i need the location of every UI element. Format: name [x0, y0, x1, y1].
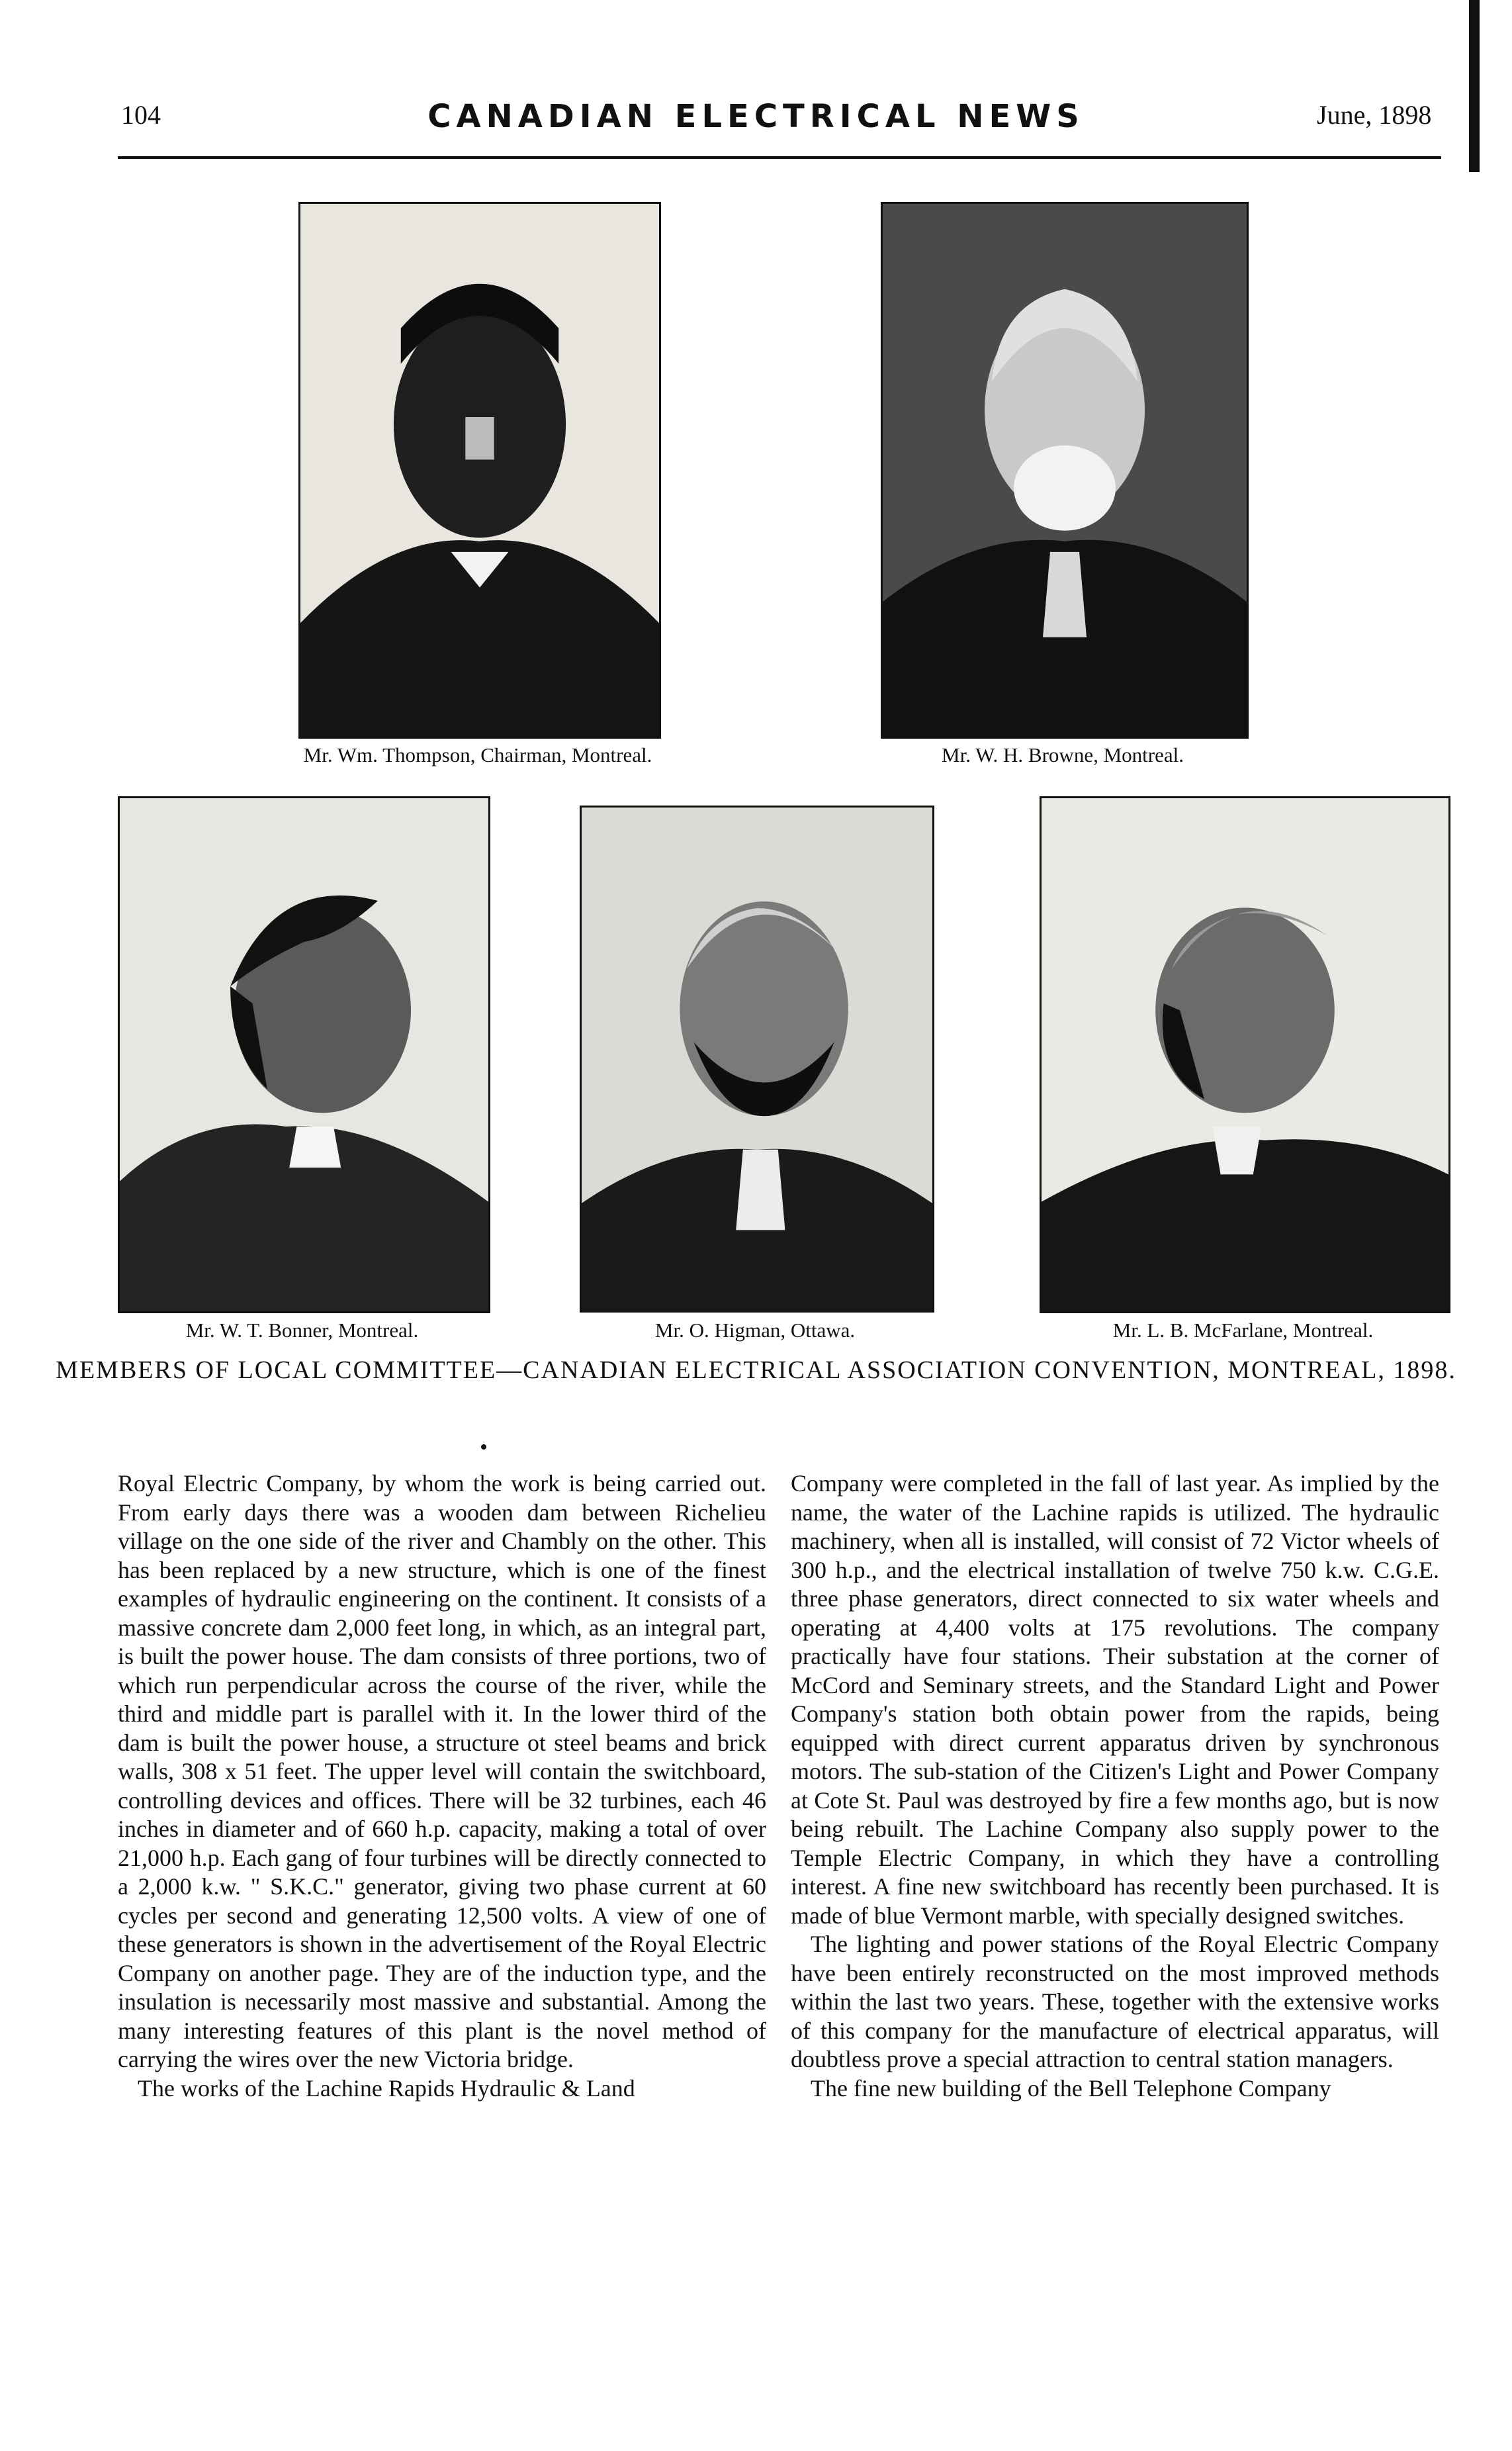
- caption-thompson: Mr. Wm. Thompson, Chairman, Montreal.: [303, 743, 652, 766]
- issue-date: June, 1898: [1317, 100, 1432, 130]
- publication-title: CANADIAN ELECTRICAL NEWS: [427, 98, 1085, 135]
- portrait-photo-browne: [881, 202, 1249, 739]
- caption-browne: Mr. W. H. Browne, Montreal.: [942, 743, 1184, 766]
- caption-higman: Mr. O. Higman, Ottawa.: [654, 1318, 856, 1342]
- caption-mcfarlane: Mr. L. B. McFarlane, Montreal.: [1112, 1318, 1374, 1342]
- article-paragraph: The lighting and power stations of the Royal Electric Company have been entirely reconstructed on the most improved methods within the last two years. These, together with the extensive works of this company for the manufacture of electrical apparatus, will doubtless prove a special attraction to central station managers.: [791, 1931, 1439, 2072]
- article-left-column: [118, 1469, 766, 2449]
- page-number: 104: [121, 100, 161, 130]
- caption-bonner: Mr. W. T. Bonner, Montreal.: [185, 1318, 419, 1342]
- portrait-photo-thompson: [298, 202, 661, 739]
- header-rule: [118, 156, 1441, 159]
- article-paragraph: The works of the Lachine Rapids Hydraulic & Land: [138, 2074, 635, 2102]
- article-right-column: [791, 1469, 1439, 2449]
- portrait-photo-higman: [580, 806, 934, 1313]
- article-paragraph: Royal Electric Company, by whom the work is being carried out. From early days there was a wooden dam between Richelieu village on the one side of the river and Chambly on the other. This has been replaced by a new structure, which is one of the finest examples of hydraulic engineering on the continent. It consists of a massive concrete dam 2,000 feet long, in which, as an integral part, is built the power house. The dam consists of three portions, two of which run perpendicular across the course of the river, while the third and middle part is parallel with it. In the lower third of the dam is built the power house, a structure ot steel beams and brick walls, 308 x 51 feet. The upper level will contain the switchboard, controlling devices and offices. There will be 32 turbines, each 46 inches in diameter and of 660 h.p. capacity, making a total of over 21,000 h.p. Each gang of four turbines will be directly connected to a 2,000 k.w. " S.K.C." generator, giving two phase current at 60 cycles per second and generating 12,500 volts. A view of one of these generators is shown in the advertisement of the Royal Electric Company on another page. They are of the induction type, and the insulation is necessarily most massive and substantial. Among the many interesting features of this plant is the novel method of carrying the wires over the new Victoria bridge.: [118, 1470, 766, 2072]
- committee-banner: MEMBERS OF LOCAL COMMITTEE—CANADIAN ELECTRICAL ASSOCIATION CONVENTION, MONTREAL, 1898.: [56, 1356, 1456, 1384]
- page-binding-edge: [1469, 0, 1480, 172]
- portrait-photo-mcfarlane: [1040, 796, 1450, 1313]
- article-paragraph: The fine new building of the Bell Telephone Company: [811, 2074, 1331, 2102]
- article-paragraph: Company were completed in the fall of last year. As implied by the name, the water of the Lachine rapids is utilized. The hydraulic machinery, when all is installed, will consist of 72 Victor wheels of 300 h.p., and the electrical installation of twelve 750 k.w. C.G.E. three phase generators, direct connected to six water wheels and operating at 4,400 volts at 175 revolutions. The company practically have four stations. Their substation at the corner of McCord and Seminary streets, and the Standard Light and Power Company's station both obtain power from the rapids, being equipped with direct current apparatus driven by synchronous motors. The sub-station of the Citizen's Light and Power Company at Cote St. Paul was destroyed by fire a few months ago, but is now being rebuilt. The Lachine Company also supply power to the Temple Electric Company, in which they have a controlling interest. A fine new switchboard has recently been purchased. It is made of blue Vermont marble, with specially designed switches.: [791, 1470, 1439, 1929]
- separator-dot: [481, 1444, 486, 1450]
- portrait-photo-bonner: [118, 796, 490, 1313]
